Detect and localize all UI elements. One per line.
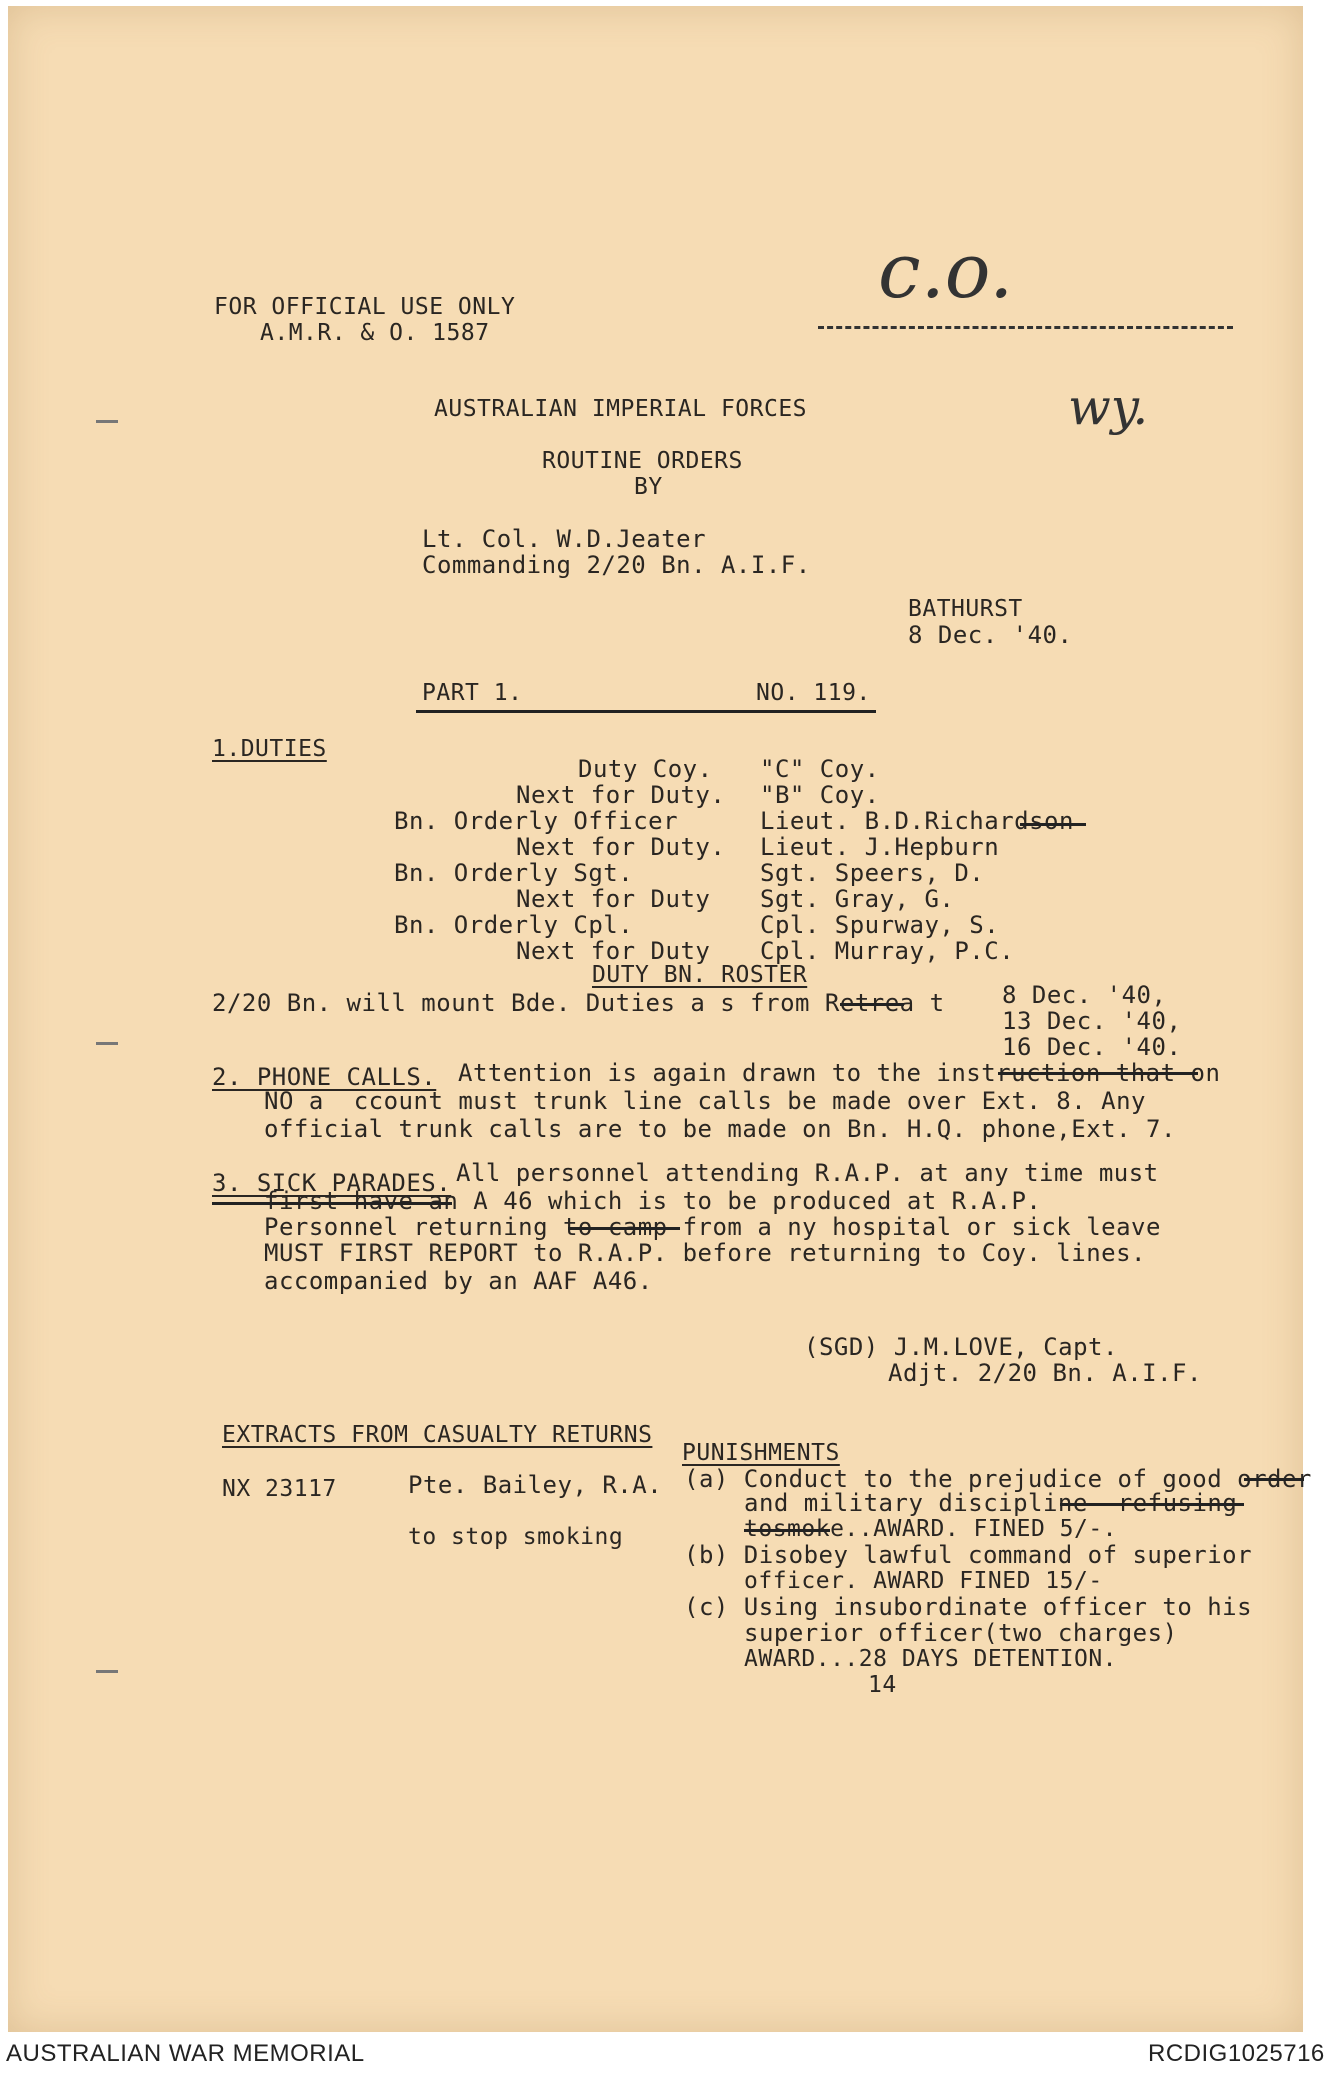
- duty-assignee: Lieut. B.D.Richardson: [760, 807, 1074, 835]
- punishment-line: tosmoke..AWARD. FINED 5/-.: [744, 1516, 1118, 1542]
- signature-line: (SGD) J.M.LOVE, Capt.: [804, 1333, 1118, 1361]
- sick-parades-line: accompanied by an AAF A46.: [264, 1267, 653, 1295]
- offence-note: to stop smoking: [408, 1524, 624, 1550]
- heading-underline: [212, 1202, 452, 1205]
- org-title: AUSTRALIAN IMPERIAL FORCES: [434, 396, 808, 422]
- margin-mark: [96, 420, 118, 423]
- order-number: NO. 119.: [756, 680, 871, 706]
- punishment-line: AWARD...28 DAYS DETENTION.: [744, 1646, 1118, 1672]
- strikethrough: [1020, 823, 1086, 826]
- strikethrough: [1060, 1503, 1244, 1506]
- strikethrough: [840, 1003, 904, 1006]
- part-label: PART 1.: [422, 680, 523, 706]
- roster-date: 13 Dec. '40,: [1002, 1007, 1182, 1035]
- duty-role: Next for Duty.: [516, 833, 726, 861]
- sick-parades-line: MUST FIRST REPORT to R.A.P. before returning to Coy. lines.: [264, 1239, 1147, 1267]
- duty-assignee: Cpl. Murray, P.C.: [760, 937, 1015, 965]
- document-sheet: [8, 6, 1312, 2032]
- strikethrough: [1244, 1478, 1304, 1481]
- roster-date: 8 Dec. '40,: [1002, 981, 1167, 1009]
- phone-calls-line: Attention is again drawn to the instruction that on: [458, 1059, 1221, 1087]
- commander-name: Lt. Col. W.D.Jeater: [422, 525, 707, 553]
- roster-text: 2/20 Bn. will mount Bde. Duties a s from Retrea t: [212, 989, 945, 1017]
- roster-heading: DUTY BN. ROSTER: [592, 962, 808, 988]
- margin-mark: [96, 1670, 118, 1673]
- punishment-line: and military discipline--refusing: [744, 1489, 1238, 1517]
- strikethrough: [998, 1072, 1198, 1075]
- duty-role: Duty Coy.: [578, 755, 713, 783]
- footer-right: RCDIG1025716: [1148, 2040, 1325, 2067]
- duty-role: Next for Duty: [516, 937, 711, 965]
- punishments-heading: PUNISHMENTS: [682, 1440, 840, 1466]
- duty-role: Next for Duty.: [516, 781, 726, 809]
- duties-heading: 1.DUTIES: [212, 736, 327, 762]
- strikethrough: [744, 1529, 830, 1532]
- orders-by: BY: [634, 474, 663, 500]
- signature-title: Adjt. 2/20 Bn. A.I.F.: [888, 1359, 1202, 1387]
- duty-assignee: Cpl. Spurway, S.: [760, 911, 1000, 939]
- duty-role: Next for Duty: [516, 885, 711, 913]
- duty-assignee: "C" Coy.: [760, 755, 880, 783]
- soldier-name: Pte. Bailey, R.A.: [408, 1471, 663, 1499]
- margin-mark: [96, 1042, 118, 1045]
- duty-role: Bn. Orderly Cpl.: [394, 911, 634, 939]
- casualty-heading: EXTRACTS FROM CASUALTY RETURNS: [222, 1422, 653, 1448]
- sick-parades-line: first have an A 46 which is to be produced at R.A.P.: [264, 1187, 1042, 1215]
- service-number: NX 23117: [222, 1476, 337, 1502]
- footer-left: AUSTRALIAN WAR MEMORIAL: [6, 2040, 365, 2067]
- official-use-label: FOR OFFICIAL USE ONLY: [214, 294, 516, 320]
- duty-assignee: "B" Coy.: [760, 781, 880, 809]
- strikethrough: [568, 1227, 680, 1230]
- order-date: 8 Dec. '40.: [908, 621, 1073, 649]
- duty-role: Bn. Orderly Officer: [394, 807, 679, 835]
- duty-assignee: Lieut. J.Hepburn: [760, 833, 1000, 861]
- duty-assignee: Sgt. Gray, G.: [760, 885, 955, 913]
- duty-assignee: Sgt. Speers, D.: [760, 859, 985, 887]
- handwritten-co: c.o.: [878, 226, 1014, 315]
- part-underline: [416, 710, 876, 713]
- phone-calls-line: official trunk calls are to be made on Bn. H.Q. phone,Ext. 7.: [264, 1115, 1176, 1143]
- roster-date: 16 Dec. '40.: [1002, 1033, 1182, 1061]
- orders-title: ROUTINE ORDERS: [542, 448, 743, 474]
- place: BATHURST: [908, 596, 1023, 622]
- punishment-line: (c) Using insubordinate officer to his: [684, 1593, 1253, 1621]
- phone-calls-line: NO a ccount must trunk line calls be made over Ext. 8. Any: [264, 1087, 1147, 1115]
- dashed-line: [818, 326, 1233, 329]
- command-line: Commanding 2/20 Bn. A.I.F.: [422, 551, 811, 579]
- sick-parades-heading: 3. SICK PARADES.: [212, 1169, 452, 1197]
- handwritten-initials: wy.: [1068, 378, 1149, 436]
- phone-calls-heading: 2. PHONE CALLS.: [212, 1063, 437, 1091]
- page-number: 14: [868, 1672, 897, 1698]
- punishment-line: superior officer(two charges): [744, 1619, 1178, 1647]
- punishment-line: officer. AWARD FINED 15/-: [744, 1568, 1103, 1594]
- punishment-line: (b) Disobey lawful command of superior: [684, 1541, 1253, 1569]
- reference-number: A.M.R. & O. 1587: [260, 320, 490, 346]
- sick-parades-line: All personnel attending R.A.P. at any time must: [456, 1159, 1159, 1187]
- punishment-line: (a) Conduct to the prejudice of good order: [684, 1465, 1312, 1493]
- sick-parades-line: Personnel returning to camp from a ny hospital or sick leave: [264, 1213, 1161, 1241]
- duty-role: Bn. Orderly Sgt.: [394, 859, 634, 887]
